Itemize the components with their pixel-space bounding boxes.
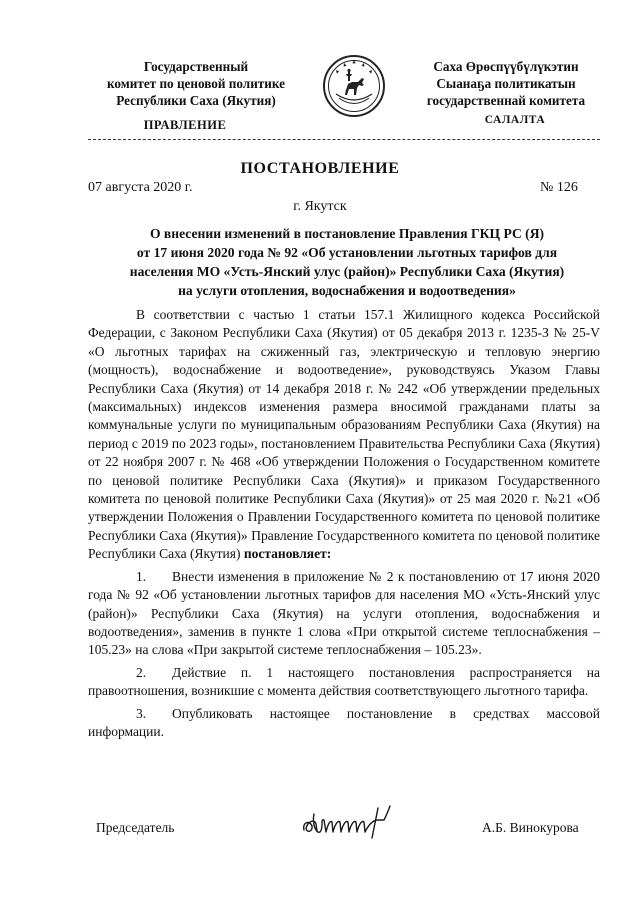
header-left-line: Государственный (143, 59, 249, 74)
preamble-paragraph (88, 306, 600, 564)
header-left-line: комитет по ценовой политике (107, 76, 285, 91)
signer-name: А.Б. Винокурова (482, 820, 579, 835)
subject-line: от 17 июня 2020 года № 92 «Об установлении льготных тарифов для (136, 245, 558, 260)
document-title: ПОСТАНОВЛЕНИЕ (240, 160, 400, 177)
list-item (88, 568, 600, 660)
signature-icon (298, 798, 408, 842)
header-right-line: Саха Өрөспүүбүлүкэтин (433, 59, 579, 74)
item-text: Опубликовать настоящее постановление в средствах массовой информации. (88, 705, 600, 739)
document-date: 07 августа 2020 г. (88, 180, 193, 195)
document-subject (104, 224, 590, 300)
subject-line: О внесении изменений в постановление Правления ГКЦ РС (Я) (149, 226, 545, 241)
document-city: г. Якутск (293, 199, 347, 214)
list-item (88, 705, 600, 742)
resolves-word: постановляет: (243, 546, 332, 562)
header-right-org (408, 58, 604, 109)
item-text: Действие п. 1 настоящего постановления распространяется на правоотношения, возникшие с момента действия соответствующего льготного тарифа. (88, 664, 600, 699)
header-divider (88, 139, 600, 140)
coat-of-arms-icon (322, 54, 386, 118)
header-right-subtitle: САЛАЛТА (484, 114, 546, 126)
subject-line: на услуги отопления, водоснабжения и водоотведения» (178, 283, 516, 298)
item-number: 2. (136, 664, 147, 680)
document-body (88, 306, 600, 741)
signer-position: Председатель (96, 820, 175, 835)
item-number: 3. (136, 705, 147, 721)
subject-line: населения МО «Усть-Янский улус (район)» Республики Саха (Якутия) (129, 264, 565, 279)
header-right-line: Сыанаҕа политикатын (436, 76, 576, 91)
item-text: Внести изменения в приложение № 2 к постановлению от 17 июня 2020 года № 92 «Об установлении льготных тарифов для населения МО «Усть-Янский улус (район)» Республики Саха (Якутия) на услуги отопления, водоснабжения и водоотведения», заменив в пункте 1 слова «При открытой системе теплоснабжения – 105.23» на слова «При закрытой системе теплоснабжения – 105.23». (88, 568, 600, 658)
header-left-line: Республики Саха (Якутия) (116, 93, 276, 108)
header-left-org (96, 58, 296, 109)
document-number: № 126 (540, 180, 578, 195)
header-right-line: государственнай комитета (426, 93, 586, 108)
preamble-text: В соответствии с частью 1 статьи 157.1 Жилищного кодекса Российской Федерации, с Законом Республики Саха (Якутия) от 05 декабря 2013 г. 1235-З № 25-V «О льготных тарифах на сжиженный газ, электрическую и тепловую энергию (мощность), водоснабжение и водоотведение», руководствуясь Указом Главы Республики Саха (Якутия) от 14 декабря 2018 г. № 242 «Об утверждении предельных (максимальных) индексов изменения размера вносимой гражданами платы за коммунальные услуги по муниципальным образованиям Республики Саха (Якутия) на период с 2019 по 2023 годы», постановлением Правительства Республики Саха (Якутия) от 22 ноября 2007 г. № 468 «Об утверждении Положения о Государственном комитете по ценовой политике Республики Саха (Якутия)» и приказом Государственного комитета по ценовой политике Республики Саха (Якутия)» от 25 мая 2020 г. №21 «Об утверждении Положения о Правлении Государственного комитета по ценовой политике Республики Саха (Якутия)» Правление Государственного комитета по ценовой политике Республики Саха (Якутия) (88, 307, 600, 562)
list-item (88, 664, 600, 701)
item-number: 1. (136, 568, 147, 584)
header-left-subtitle: ПРАВЛЕНИЕ (143, 118, 227, 132)
